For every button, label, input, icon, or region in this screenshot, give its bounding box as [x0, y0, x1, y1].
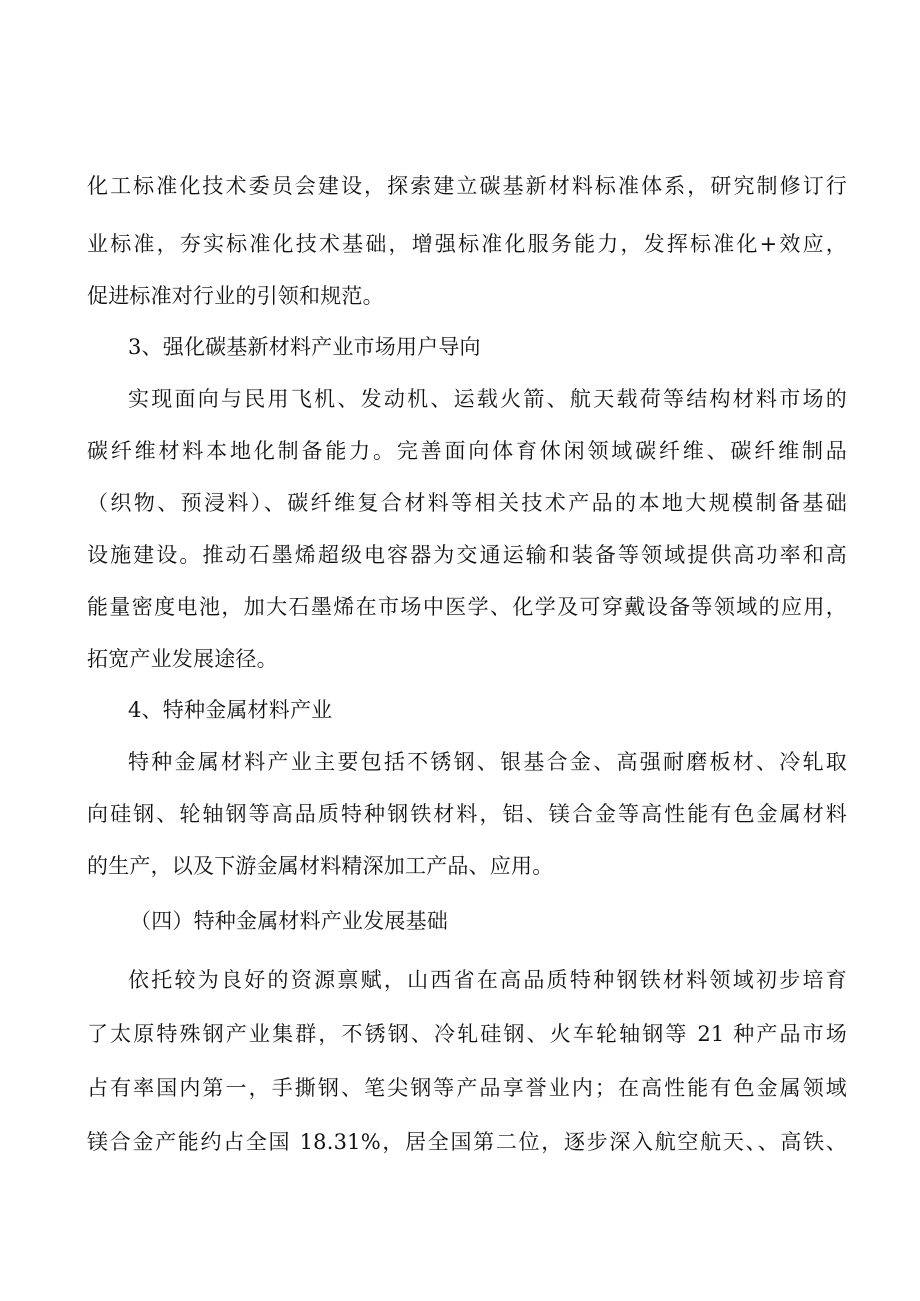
section-heading: 3、强化碳基新材料产业市场用户导向 [128, 335, 481, 359]
section-heading: （四）特种金属材料产业发展基础 [130, 909, 448, 933]
paragraph-line: 向硅钢、轮轴钢等高品质特种钢铁材料，铝、镁合金等高性能有色金属材料 [87, 802, 847, 826]
paragraph-line: 的生产，以及下游金属材料精深加工产品、应用。 [87, 854, 554, 878]
paragraph-line: 实现面向与民用飞机、发动机、运载火箭、航天载荷等结构材料市场的 [128, 387, 847, 411]
paragraph-line: 镁合金产能约占全国 18.31%，居全国第二位，逐步深入航空航天、、高铁、 [87, 1130, 847, 1154]
paragraph-line: 能量密度电池，加大石墨烯在市场中医学、化学及可穿戴设备等领域的应用， [87, 595, 847, 619]
paragraph-line: 拓宽产业发展途径。 [87, 647, 278, 671]
paragraph-line: 设施建设。推动石墨烯超级电容器为交通运输和装备等领域提供高功率和高 [87, 543, 847, 567]
paragraph-line: 依托较为良好的资源禀赋，山西省在高品质特种钢铁材料领域初步培育 [128, 968, 847, 992]
section-heading: 4、特种金属材料产业 [128, 698, 333, 722]
paragraph-line: 化工标准化技术委员会建设，探索建立碳基新材料标准体系，研究制修订行 [87, 174, 847, 198]
paragraph-line: 占有率国内第一，手撕钢、笔尖钢等产品享誉业内；在高性能有色金属领域 [87, 1076, 847, 1100]
paragraph-line: 特种金属材料产业主要包括不锈钢、银基合金、高强耐磨板材、冷轧取 [128, 750, 847, 774]
paragraph-line: 了太原特殊钢产业集群，不锈钢、冷轧硅钢、火车轮轴钢等 21 种产品市场 [87, 1022, 847, 1046]
paragraph-line: 促进标准对行业的引领和规范。 [87, 284, 384, 308]
paragraph-line: 碳纤维材料本地化制备能力。完善面向体育休闲领域碳纤维、碳纤维制品 [87, 439, 847, 463]
paragraph-line: （织物、预浸料）、碳纤维复合材料等相关技术产品的本地大规模制备基础 [87, 491, 847, 515]
paragraph-line: 业标准，夯实标准化技术基础，增强标准化服务能力，发挥标准化+效应， [87, 232, 847, 256]
